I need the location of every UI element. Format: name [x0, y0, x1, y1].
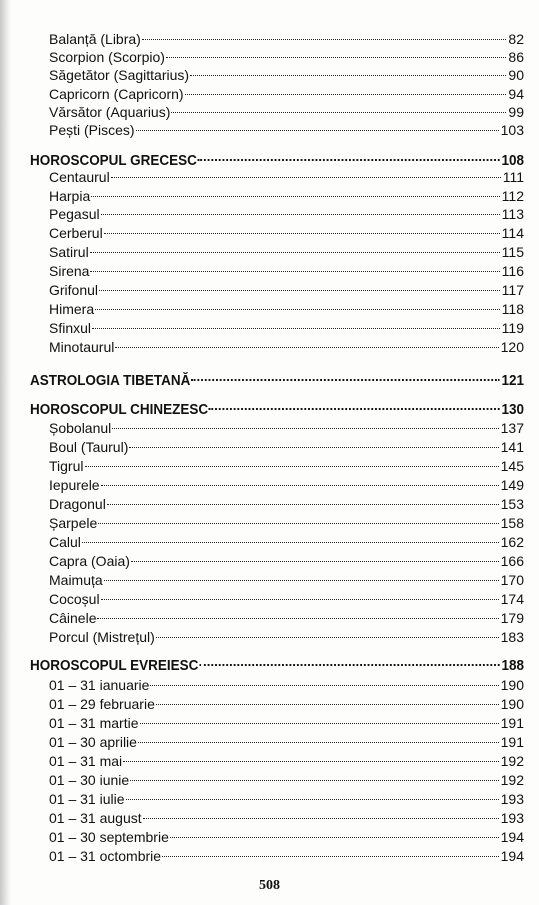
dot-leader: [101, 599, 499, 600]
dot-leader: [82, 542, 499, 543]
toc-entry-title: Vărsător (Aquarius): [49, 104, 171, 120]
toc-entry-title: Satirul: [49, 244, 89, 260]
toc-entry-title: Himera: [49, 301, 95, 317]
dot-leader: [126, 799, 499, 800]
dot-leader: [115, 347, 498, 348]
toc-entry: [49, 168, 524, 187]
toc-entry: [49, 103, 524, 122]
toc-entry-page: 90: [508, 67, 524, 83]
toc-entry: [49, 533, 524, 552]
toc-entry-page: 194: [500, 829, 524, 845]
toc-entry-title: Săgetător (Sagittarius): [49, 67, 190, 83]
toc-entry-page: 113: [501, 206, 524, 222]
toc-entry: [49, 457, 524, 476]
toc-entry-page: 179: [500, 610, 524, 626]
toc-entry: [49, 319, 524, 338]
toc-entry-title: Tigrul: [49, 458, 84, 474]
toc-entry-page: 174: [500, 591, 524, 607]
dot-leader: [170, 837, 499, 838]
toc-entry: [49, 338, 524, 357]
dot-leader: [85, 466, 499, 467]
toc-entry-title: HOROSCOPUL CHINEZESC: [30, 402, 209, 418]
toc-entry: [49, 262, 524, 281]
toc-entry: [49, 752, 524, 771]
toc-entry-title: Harpia: [49, 188, 91, 204]
toc-entry-title: HOROSCOPUL EVREIESC: [30, 658, 199, 674]
dot-leader: [143, 818, 499, 819]
toc-entry-title: 01 – 31 mai: [49, 753, 123, 769]
toc-entry-page: 119: [501, 320, 524, 336]
toc-entry-title: Scorpion (Scorpio): [49, 49, 165, 65]
toc-entry-page: 112: [501, 188, 524, 204]
toc-entry-page: 115: [501, 244, 524, 260]
dot-leader: [166, 57, 506, 58]
page-number: 508: [259, 878, 280, 893]
toc-entry-page: 191: [500, 715, 524, 731]
dot-leader: [150, 685, 498, 686]
dot-leader: [101, 485, 499, 486]
dot-leader: [98, 523, 498, 524]
toc-entry-page: 183: [500, 629, 524, 645]
toc-entry-page: 191: [500, 734, 524, 750]
dot-leader: [142, 39, 507, 40]
toc-entry-page: 194: [500, 848, 524, 864]
toc-entry-page: 158: [500, 515, 524, 531]
toc-section-entry: [30, 400, 524, 420]
toc-entry-page: 137: [500, 420, 524, 436]
dot-leader: [138, 742, 499, 743]
dot-leader: [209, 408, 500, 410]
toc-entry: [49, 85, 524, 104]
toc-entry: [49, 609, 524, 628]
toc-entry: [49, 30, 524, 49]
toc-entry-page: 130: [501, 402, 524, 418]
dot-leader: [123, 761, 498, 762]
toc-entry: [49, 590, 524, 609]
toc-entry-page: 193: [500, 791, 524, 807]
dot-leader: [130, 780, 498, 781]
toc-entry-title: 01 – 31 august: [49, 810, 142, 826]
toc-entry-title: Sfinxul: [49, 320, 92, 336]
toc-entry: [49, 48, 524, 67]
dot-leader: [190, 75, 506, 76]
toc-entry-page: 166: [500, 553, 524, 569]
toc-entry-title: 01 – 31 iulie: [49, 791, 125, 807]
toc-entry: [49, 828, 524, 847]
toc-entry: [49, 300, 524, 319]
toc-entry-page: 118: [501, 301, 524, 317]
toc-entry: [49, 790, 524, 809]
toc-entry-title: Grifonul: [49, 282, 99, 298]
dot-leader: [156, 704, 499, 705]
dot-leader: [199, 664, 499, 666]
toc-entry-page: 190: [500, 696, 524, 712]
toc-entry-page: 120: [500, 339, 524, 355]
dot-leader: [112, 428, 498, 429]
toc-entry-title: Boul (Taurul): [49, 439, 129, 455]
toc-entry-page: 82: [508, 31, 524, 47]
dot-leader: [97, 618, 498, 619]
toc-entry: [49, 771, 524, 790]
toc-entry-title: Maimuța: [49, 572, 103, 588]
toc-entry: [49, 714, 524, 733]
dot-leader: [191, 379, 499, 381]
toc-entry-page: 190: [500, 677, 524, 693]
toc-entry-title: Capricorn (Capricorn): [49, 86, 184, 102]
toc-entry-page: 117: [501, 282, 524, 298]
toc-entry-title: Capra (Oaia): [49, 553, 130, 569]
toc-entry-title: Pegasul: [49, 206, 100, 222]
dot-leader: [99, 290, 500, 291]
dot-leader: [185, 94, 507, 95]
toc-entry: [49, 187, 524, 206]
toc-entry: [49, 224, 524, 243]
toc-entry-title: Iepurele: [49, 477, 100, 493]
toc-entry-title: Cerberul: [49, 225, 103, 241]
toc-entry-page: 94: [508, 86, 524, 102]
toc-entry-title: Calul: [49, 534, 81, 550]
toc-entry-page: 188: [501, 658, 524, 674]
toc-entry-title: 01 – 31 ianuarie: [49, 677, 150, 693]
dot-leader: [162, 856, 499, 857]
dot-leader: [90, 271, 499, 272]
toc-entry-page: 193: [500, 810, 524, 826]
toc-entry-title: ASTROLOGIA TIBETANĂ: [30, 373, 191, 389]
toc-entry-title: Sirena: [49, 263, 90, 279]
dot-leader: [136, 130, 499, 131]
toc-section-entry: [30, 656, 524, 676]
dot-leader: [140, 723, 499, 724]
toc-entry-title: Șobolanul: [49, 420, 112, 436]
toc-entry: [49, 733, 524, 752]
dot-leader: [131, 561, 499, 562]
toc-entry: [49, 419, 524, 438]
toc-entry-title: Cocoșul: [49, 591, 100, 607]
toc-entry-page: 141: [500, 439, 524, 455]
toc-entry-title: Câinele: [49, 610, 97, 626]
toc-section-entry: [30, 371, 524, 391]
dot-leader: [171, 112, 506, 113]
toc-entry-title: Centaurul: [49, 169, 110, 185]
toc-entry-page: 170: [500, 572, 524, 588]
toc-entry-title: 01 – 30 septembrie: [49, 829, 169, 845]
toc-entry-title: Minotaurul: [49, 339, 115, 355]
toc-entry-page: 145: [500, 458, 524, 474]
toc-entry-page: 108: [501, 153, 524, 169]
dot-leader: [111, 177, 501, 178]
toc-entry: [49, 205, 524, 224]
dot-leader: [107, 504, 499, 505]
dot-leader: [90, 252, 500, 253]
toc-entry: [49, 281, 524, 300]
dot-leader: [95, 309, 500, 310]
toc-entry: [49, 121, 524, 140]
toc-entry: [49, 438, 524, 457]
dot-leader: [104, 580, 499, 581]
toc-entry-title: 01 – 29 februarie: [49, 696, 155, 712]
toc-entry: [49, 695, 524, 714]
toc-entry: [49, 552, 524, 571]
toc-entry-page: 114: [501, 225, 524, 241]
toc-entry: [49, 847, 524, 866]
dot-leader: [104, 233, 500, 234]
toc-entry-page: 116: [501, 263, 524, 279]
toc-entry: [49, 243, 524, 262]
toc-entry: [49, 66, 524, 85]
toc-entry: [49, 514, 524, 533]
toc-entry-page: 192: [500, 772, 524, 788]
toc-entry-title: Pești (Pisces): [49, 122, 135, 138]
dot-leader: [91, 196, 499, 197]
toc-entry-page: 121: [501, 373, 524, 389]
toc-entry: [49, 495, 524, 514]
toc-entry: [49, 809, 524, 828]
toc-entry-page: 192: [500, 753, 524, 769]
toc-entry-title: 01 – 31 octombrie: [49, 848, 162, 864]
toc-entry-page: 86: [508, 49, 524, 65]
toc-entry-title: 01 – 30 aprilie: [49, 734, 137, 750]
page-binding-shadow: [0, 0, 12, 905]
toc-entry-page: 162: [500, 534, 524, 550]
toc-entry-title: Porcul (Mistrețul): [49, 629, 155, 645]
toc-entry: [49, 571, 524, 590]
dot-leader: [198, 159, 500, 161]
toc-entry-title: Șarpele: [49, 515, 98, 531]
dot-leader: [101, 214, 500, 215]
toc-entry-title: Dragonul: [49, 496, 106, 512]
toc-entry-title: 01 – 30 iunie: [49, 772, 130, 788]
dot-leader: [92, 328, 500, 329]
toc-entry-title: 01 – 31 martie: [49, 715, 139, 731]
dot-leader: [156, 637, 499, 638]
toc-entry-page: 103: [500, 122, 524, 138]
toc-entry-title: Balanță (Libra): [49, 31, 141, 47]
toc-entry-title: HOROSCOPUL GRECESC: [30, 153, 197, 169]
toc-entry-page: 99: [508, 104, 524, 120]
dot-leader: [129, 447, 498, 448]
toc-entry: [49, 676, 524, 695]
toc-entry: [49, 628, 524, 647]
toc-entry-page: 153: [500, 496, 524, 512]
toc-entry: [49, 476, 524, 495]
toc-entry-page: 111: [502, 169, 524, 185]
toc-entry-page: 149: [500, 477, 524, 493]
